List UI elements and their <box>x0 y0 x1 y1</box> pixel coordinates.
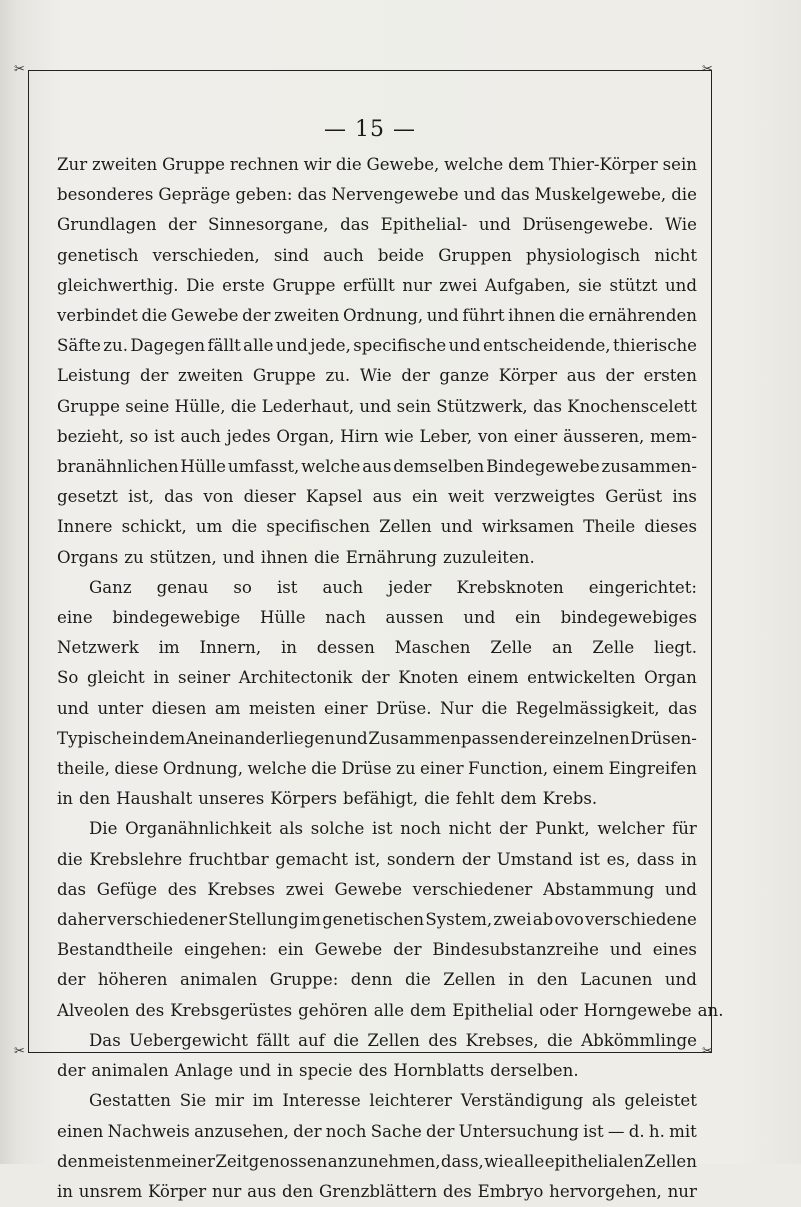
scissors-icon: ✂ <box>14 1044 25 1059</box>
text-line: in den Haushalt unseres Körpers befähigt, die fehlt dem Krebs. <box>57 789 598 809</box>
crop-line-right <box>711 70 712 1052</box>
page-number: — 15 — <box>324 117 416 142</box>
text-line: und unter diesen am meisten einer Drüse. Nur die Regelmässigkeit, das <box>57 698 697 718</box>
body-text <box>57 150 724 1207</box>
text-line: Alveolen des Krebsgerüstes gehören alle dem Epithelial oder Horngewebe an. <box>57 1000 724 1020</box>
text-line: So gleicht in seiner Architectonik der Knoten einem entwickelten Organ <box>57 668 697 688</box>
text-line: den meisten meiner Zeitgenossen anzunehmen, dass, wie alle epithelialen Zellen <box>57 1151 697 1171</box>
text-line: bezieht, so ist auch jedes Organ, Hirn wie Leber, von einer äusseren, mem- <box>57 426 697 446</box>
text-line: daher verschiedener Stellung im genetischen System, zwei ab ovo verschiedene <box>57 910 697 930</box>
text-line: Säfte zu. Dagegen fällt alle und jede, specifische und entscheidende, thierische <box>57 336 697 356</box>
text-line: besonderes Gepräge geben: das Nervengewebe und das Muskelgewebe, die <box>57 185 697 205</box>
text-line: Grundlagen der Sinnesorgane, das Epithelial- und Drüsengewebe. Wie <box>57 215 697 235</box>
text-line: der höheren animalen Gruppe: denn die Zellen in den Lacunen und <box>57 970 697 990</box>
text-line: Gestatten Sie mir im Interesse leichterer Verständigung als geleistet <box>89 1091 697 1111</box>
text-line: die Krebslehre fruchtbar gemacht ist, sondern der Umstand ist es, dass in <box>57 849 697 869</box>
text-line: Ganz genau so ist auch jeder Krebsknoten eingerichtet: <box>89 577 697 597</box>
text-line: gesetzt ist, das von dieser Kapsel aus ein weit verzweigtes Gerüst ins <box>57 487 697 507</box>
text-line: der animalen Anlage und in specie des Hornblatts derselben. <box>57 1061 579 1081</box>
text-line: gleichwerthig. Die erste Gruppe erfüllt nur zwei Aufgaben, sie stützt und <box>57 275 697 295</box>
text-line: in unsrem Körper nur aus den Grenzblättern des Embryo hervorgehen, nur <box>57 1181 697 1201</box>
text-line: Zur zweiten Gruppe rechnen wir die Gewebe, welche dem Thier-Körper sein <box>57 155 697 174</box>
text-line: Organs zu stützen, und ihnen die Ernährung zuzuleiten. <box>57 547 535 567</box>
text-line: einen Nachweis anzusehen, der noch Sache der Untersuchung ist — d. h. mit <box>57 1121 697 1141</box>
text-line: das Gefüge des Krebses zwei Gewebe verschiedener Abstammung und <box>57 879 697 899</box>
scissors-icon: ✂ <box>14 62 25 77</box>
text-line: Bestandtheile eingehen: ein Gewebe der Bindesubstanzreihe und eines <box>57 940 697 960</box>
crop-line-left <box>28 70 29 1052</box>
text-line: Leistung der zweiten Gruppe zu. Wie der ganze Körper aus der ersten <box>57 366 697 386</box>
scissors-icon: ✂ <box>702 1044 713 1059</box>
text-line: Innere schickt, um die specifischen Zellen und wirksamen Theile dieses <box>57 517 697 537</box>
text-line: Typische in dem Aneinanderliegen und Zusammenpassen der einzelnen Drüsen- <box>57 728 697 748</box>
text-line: Netzwerk im Innern, in dessen Maschen Zelle an Zelle liegt. <box>57 638 697 658</box>
text-line: branähnlichen Hülle umfasst, welche aus demselben Bindegewebe zusammen- <box>57 457 697 477</box>
crop-line-top <box>28 70 712 71</box>
text-line: theile, diese Ordnung, welche die Drüse zu einer Function, einem Eingreifen <box>57 759 697 779</box>
text-line: Die Organähnlichkeit als solche ist noch nicht der Punkt, welcher für <box>89 819 697 839</box>
text-line: genetisch verschieden, sind auch beide Gruppen physiologisch nicht <box>57 245 697 265</box>
text-line: Gruppe seine Hülle, die Lederhaut, und sein Stützwerk, das Knochenscelett <box>57 396 697 416</box>
text-line: eine bindegewebige Hülle nach aussen und ein bindegewebiges <box>57 608 697 628</box>
text-line: Das Uebergewicht fällt auf die Zellen des Krebses, die Abkömmlinge <box>89 1030 697 1050</box>
scissors-icon: ✂ <box>702 62 713 77</box>
text-line: verbindet die Gewebe der zweiten Ordnung, und führt ihnen die ernährenden <box>57 306 697 326</box>
